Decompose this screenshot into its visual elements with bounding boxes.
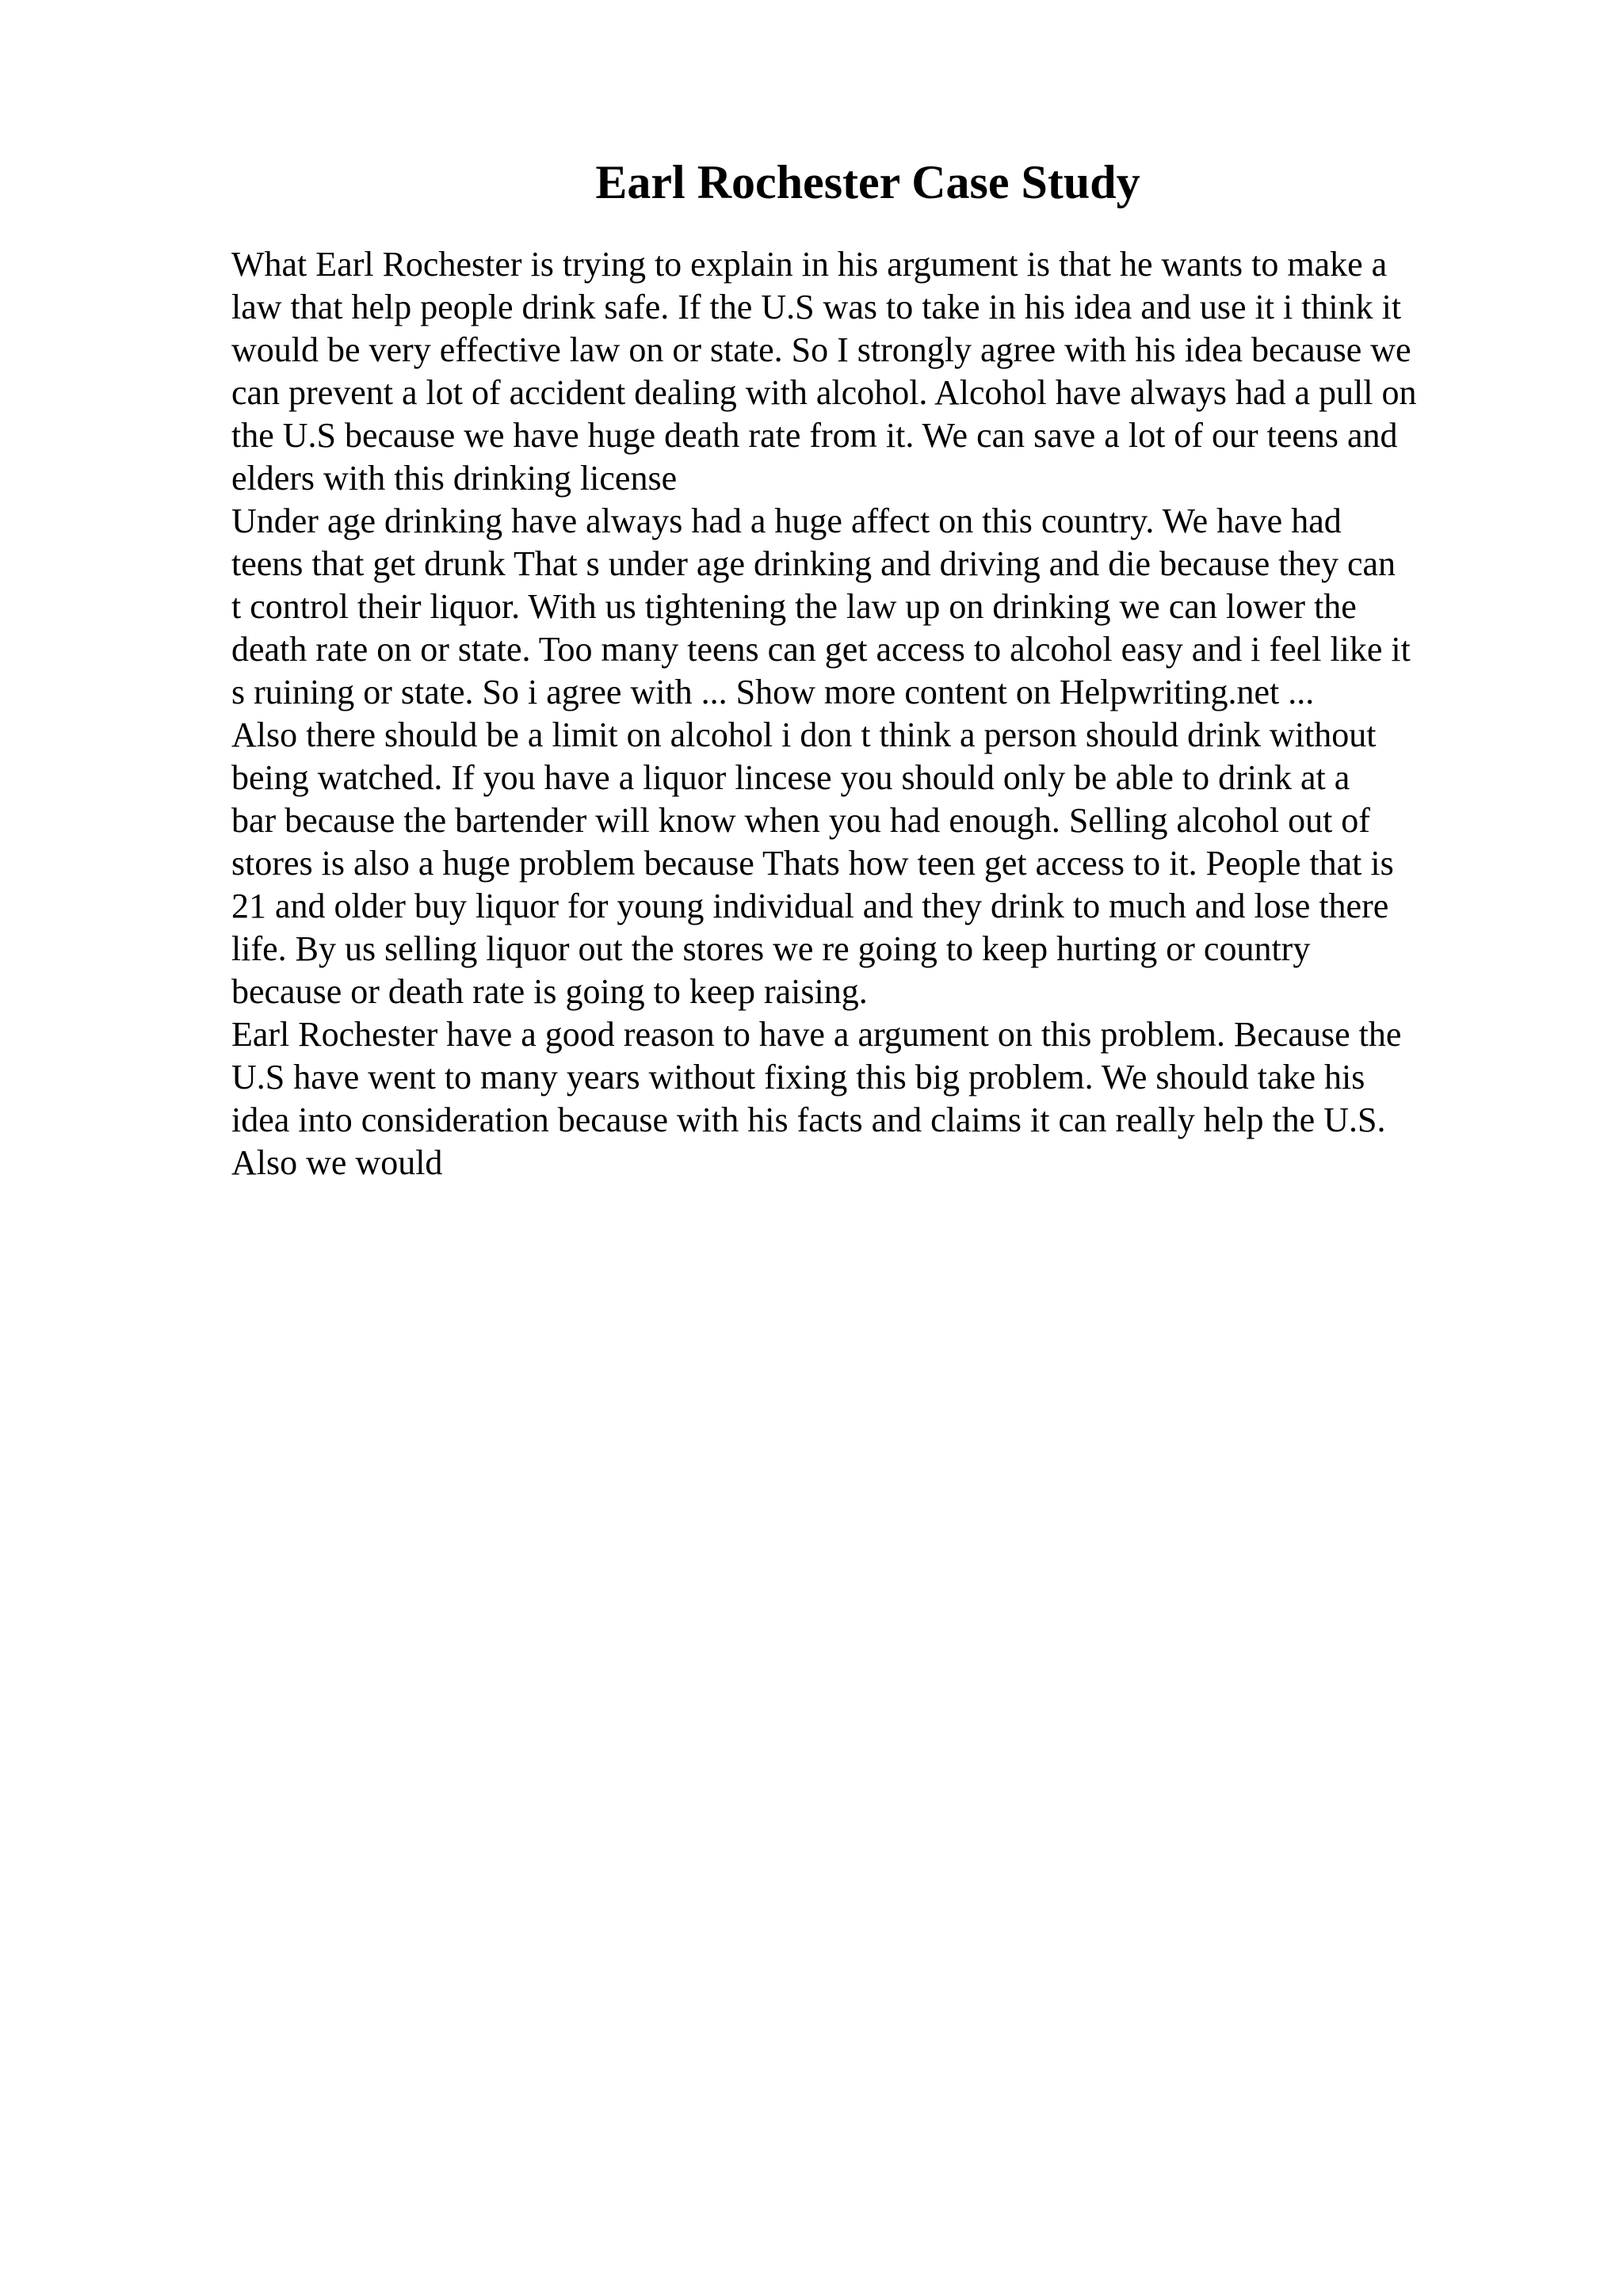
text-line: would be very effective law on or state. So I strongly agree with his idea because we (231, 330, 1411, 369)
text-line: t control their liquor. With us tightening the law up on drinking we can lower the (231, 587, 1357, 626)
text-line: U.S have went to many years without fixing this big problem. We should take his (231, 1058, 1365, 1097)
text-line: stores is also a huge problem because Thats how teen get access to it. People that is (231, 844, 1394, 883)
text-line: the U.S because we have huge death rate from it. We can save a lot of our teens and (231, 416, 1398, 455)
text-line: bar because the bartender will know when you had enough. Selling alcohol out of (231, 801, 1370, 840)
show-more-line: s ruining or state. So i agree with ... Show more content on Helpwriting.net ... (231, 673, 1315, 711)
text-line: idea into consideration because with his facts and claims it can really help the U.S. (231, 1100, 1386, 1139)
text-line: teens that get drunk That s under age drinking and driving and die because they can (231, 544, 1396, 583)
text-line: 21 and older buy liquor for young individual and they drink to much and lose there (231, 887, 1389, 925)
document-body (231, 243, 1515, 1184)
text-line: because or death rate is going to keep raising. (231, 972, 868, 1011)
text-line: being watched. If you have a liquor lincese you should only be able to drink at a (231, 758, 1350, 797)
text-line: What Earl Rochester is trying to explain in his argument is that he wants to make a (231, 245, 1388, 284)
document-title: Earl Rochester Case Study (595, 156, 1140, 208)
text-line: law that help people drink safe. If the U.S was to take in his idea and use it i think it (231, 288, 1402, 326)
text-line: elders with this drinking license (231, 459, 678, 498)
text-line: life. By us selling liquor out the stores we re going to keep hurting or country (231, 929, 1311, 968)
text-line: Under age drinking have always had a huge affect on this country. We have had (231, 502, 1342, 540)
text-line: can prevent a lot of accident dealing with alcohol. Alcohol have always had a pull on (231, 373, 1417, 412)
text-line: Also we would (231, 1143, 443, 1182)
text-line: Earl Rochester have a good reason to have a argument on this problem. Because the (231, 1015, 1402, 1054)
text-line: death rate on or state. Too many teens can get access to alcohol easy and i feel like it (231, 630, 1411, 669)
text-line: Also there should be a limit on alcohol i don t think a person should drink without (231, 715, 1377, 754)
